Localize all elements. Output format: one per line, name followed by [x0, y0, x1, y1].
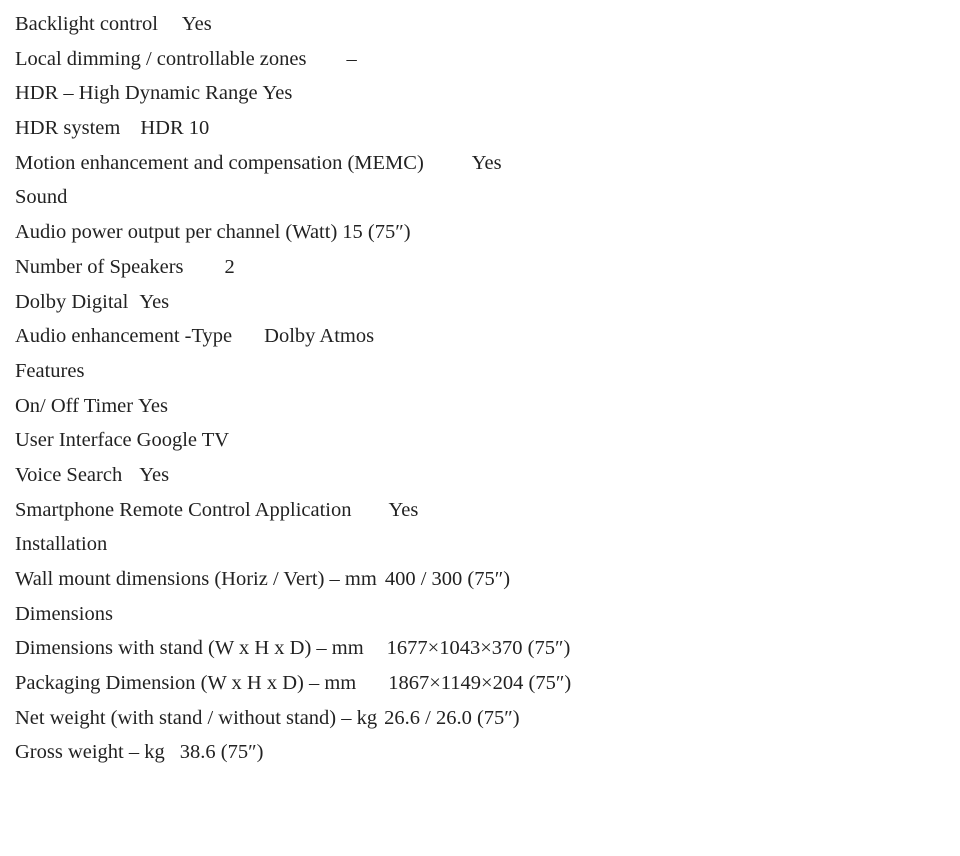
section-heading: Sound	[15, 186, 68, 209]
section-heading: Features	[15, 359, 85, 382]
spec-row-smartphone-remote	[15, 493, 571, 528]
spec-row-backlight-control	[15, 7, 571, 42]
section-heading-features	[15, 354, 571, 389]
spec-row-memc	[15, 146, 571, 181]
spec-value: Dolby Atmos	[264, 325, 375, 348]
spec-row-audio-enhancement	[15, 319, 571, 354]
spec-label: Smartphone Remote Control Application	[15, 498, 352, 521]
spec-value: 2	[224, 255, 235, 278]
spec-value: 400 / 300 (75″)	[384, 568, 511, 590]
spec-row-user-interface	[15, 423, 571, 458]
spec-value: 26.6 / 26.0 (75″)	[384, 706, 520, 729]
spec-value: –	[346, 47, 357, 70]
spec-value: Yes	[471, 151, 502, 174]
spec-row-dimensions-with-stand	[15, 631, 571, 666]
spec-row-audio-power	[15, 215, 571, 250]
section-heading-dimensions	[15, 597, 571, 632]
spec-label: Audio power output per channel (Watt)	[15, 221, 338, 244]
spec-label: On/ Off Timer	[15, 394, 134, 417]
spec-value: Yes	[139, 463, 170, 486]
spec-label: Packaging Dimension (W x H x D) – mm	[15, 672, 357, 695]
spec-label: Audio enhancement -Type	[15, 325, 233, 348]
spec-value: Yes	[139, 290, 170, 313]
spec-row-voice-search	[15, 458, 571, 493]
spec-label: HDR – High Dynamic Range	[15, 82, 258, 105]
spec-row-number-of-speakers	[15, 250, 571, 285]
spec-value: 38.6 (75″)	[179, 741, 264, 764]
spec-row-on-off-timer	[15, 389, 571, 424]
spec-value: Google TV	[136, 429, 230, 452]
spec-value: 1867×1149×204 (75″)	[388, 672, 572, 695]
spec-row-local-dimming	[15, 42, 571, 77]
spec-label: Dimensions with stand (W x H x D) – mm	[15, 637, 364, 660]
spec-label: Gross weight – kg	[15, 741, 165, 764]
spec-row-net-weight	[15, 701, 571, 736]
spec-value: Yes	[138, 394, 168, 417]
spec-value: Yes	[262, 82, 293, 105]
spec-label: Local dimming / controllable zones	[15, 47, 307, 70]
spec-row-wall-mount	[15, 562, 571, 597]
spec-label: Wall mount dimensions (Horiz / Vert) – mm	[15, 568, 377, 590]
spec-label: Motion enhancement and compensation (MEMC)	[15, 151, 424, 174]
spec-label: Net weight (with stand / without stand) – kg	[15, 706, 378, 729]
spec-row-hdr	[15, 76, 571, 111]
section-heading: Dimensions	[15, 602, 113, 625]
spec-value: HDR 10	[140, 117, 210, 140]
spec-row-packaging-dimension	[15, 666, 571, 701]
spec-label: Backlight control	[15, 13, 158, 35]
spec-label: User Interface	[15, 429, 132, 452]
spec-value: Yes	[181, 13, 212, 35]
spec-label: Number of Speakers	[15, 255, 184, 278]
spec-list	[15, 7, 571, 770]
spec-row-dolby-digital	[15, 285, 571, 320]
spec-value: Yes	[388, 498, 419, 521]
section-heading-installation	[15, 527, 571, 562]
spec-row-gross-weight	[15, 735, 571, 770]
section-heading-sound	[15, 180, 571, 215]
section-heading: Installation	[15, 533, 108, 556]
spec-label: HDR system	[15, 117, 121, 140]
spec-label: Dolby Digital	[15, 290, 129, 313]
spec-row-hdr-system	[15, 111, 571, 146]
spec-value: 1677×1043×370 (75″)	[386, 637, 571, 660]
spec-value: 15 (75″)	[342, 221, 411, 244]
spec-label: Voice Search	[15, 463, 123, 486]
